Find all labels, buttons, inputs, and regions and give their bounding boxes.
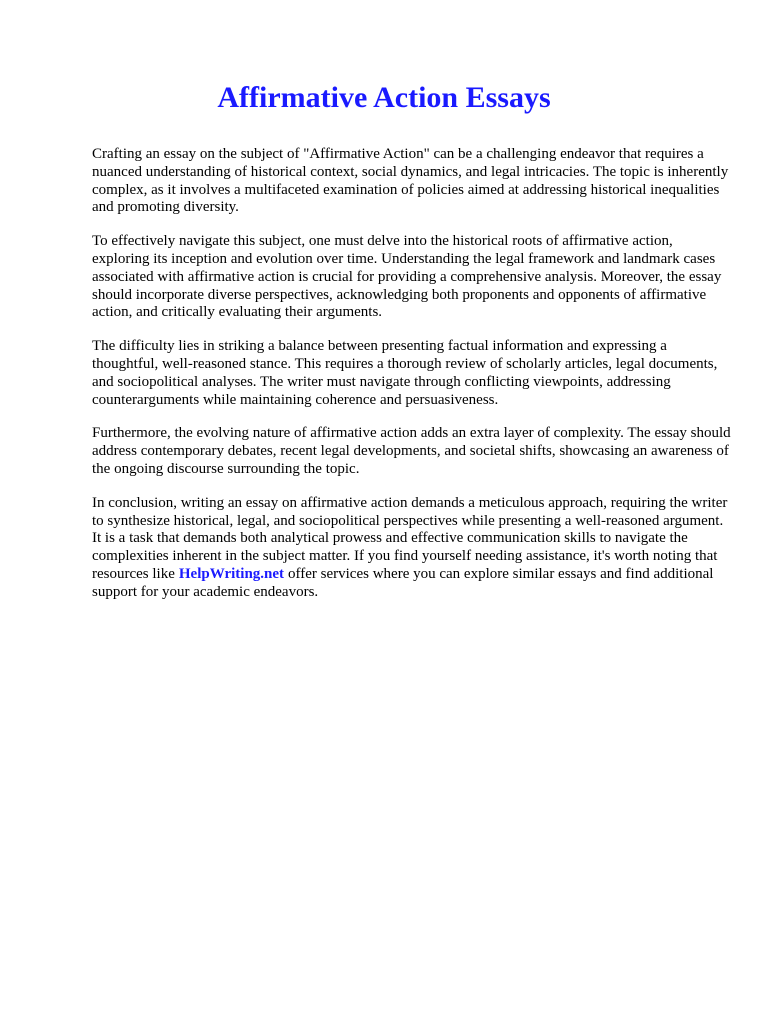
conclusion-text-before-link: In conclusion, writing an essay on affirmative action demands a meticulous approach, requiring the writer to synthesize historical, legal, and sociopolitical perspectives while presenting a well-reasoned argument. It is a task that demands both analytical prowess and effective communication skills to navigate the complexities inherent in the subject matter. If you find yourself needing assistance, it's worth noting that resources like xyxy=(92,494,728,582)
paragraph-4: Furthermore, the evolving nature of affirmative action adds an extra layer of complexity. The essay should address contemporary debates, recent legal developments, and societal shifts, showcasing an awareness of the ongoing discourse surrounding the topic. xyxy=(92,425,731,477)
paragraph-2: To effectively navigate this subject, one must delve into the historical roots of affirmative action, exploring its inception and evolution over time. Understanding the legal framework and landmark cases associated with affirmative action is crucial for providing a comprehensive analysis. Moreover, the essay should incorporate diverse perspectives, acknowledging both proponents and opponents of affirmative action, and critically evaluating their arguments. xyxy=(92,233,722,321)
helpwriting-link[interactable]: HelpWriting.net xyxy=(178,565,285,582)
page-title: Affirmative Action Essays xyxy=(217,81,551,114)
paragraph-conclusion xyxy=(92,495,732,602)
paragraph-1: Crafting an essay on the subject of "Affirmative Action" can be a challenging endeavor that requires a nuanced understanding of historical context, social dynamics, and legal intricacies. The topic is inherently complex, as it involves a multifaceted examination of policies aimed at addressing historical inequalities and promoting diversity. xyxy=(92,146,729,216)
essay-body xyxy=(92,146,732,618)
conclusion-text-after-link: offer services where you can explore similar essays and find additional support for your academic endeavors. xyxy=(92,565,714,600)
paragraph-3: The difficulty lies in striking a balance between presenting factual information and expressing a thoughtful, well-reasoned stance. This requires a thorough review of scholarly articles, legal documents, and sociopolitical analyses. The writer must navigate through conflicting viewpoints, addressing counterarguments while maintaining coherence and persuasiveness. xyxy=(92,338,718,408)
